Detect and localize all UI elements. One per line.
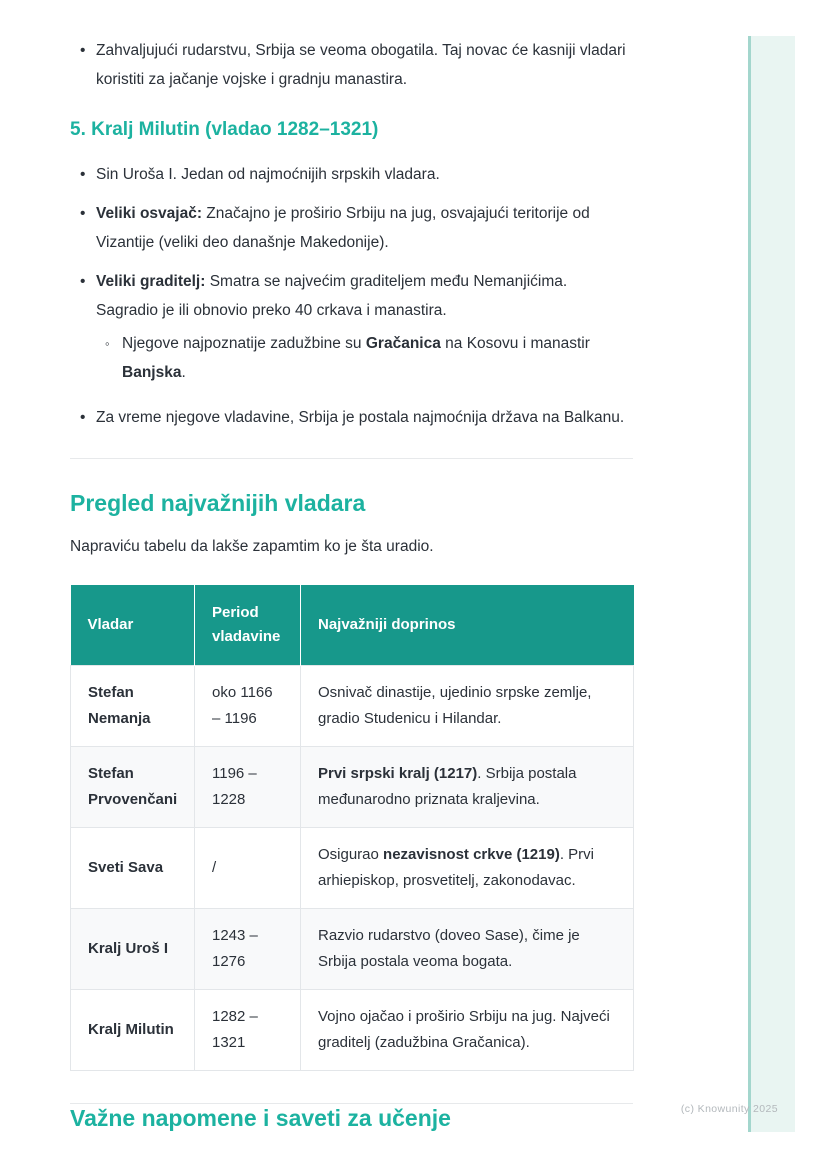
copyright-text: (c) Knowunity 2025 bbox=[680, 1103, 778, 1115]
table-row bbox=[71, 990, 634, 1071]
bullet-marker: • bbox=[80, 205, 86, 222]
bold-text: Veliki osvajač: bbox=[96, 205, 202, 222]
bullet-marker: • bbox=[80, 42, 86, 59]
bold-text: Kralj Uroš I bbox=[88, 940, 169, 957]
heading-pregled-vladara: Pregled najvažnijih vladara bbox=[70, 490, 366, 516]
bullet-item bbox=[70, 160, 633, 189]
text-run: 1282 – 1321 bbox=[212, 1008, 258, 1051]
text-run: / bbox=[212, 859, 217, 876]
cell-ruler-period bbox=[195, 747, 301, 828]
table-row bbox=[71, 747, 634, 828]
table-row bbox=[71, 909, 634, 990]
bullet-marker: • bbox=[80, 273, 86, 290]
bullet-text bbox=[96, 403, 633, 432]
text-run: Značajno je proširio Srbiju na jug, osvajajući teritorije od Vizantije (veliki deo današnje Makedonije). bbox=[96, 205, 590, 251]
milutin-bullet-list bbox=[70, 160, 633, 432]
bullet-text bbox=[96, 36, 633, 94]
cell-ruler-period bbox=[195, 666, 301, 747]
table-column-header: Najvažniji doprinos bbox=[301, 585, 634, 666]
table-column-header: Period vladavine bbox=[195, 585, 301, 666]
sub-bullet-text bbox=[122, 329, 633, 387]
side-highlight-strip bbox=[748, 36, 795, 1132]
cell-ruler-name bbox=[71, 909, 195, 990]
heading-kralj-milutin: 5. Kralj Milutin (vladao 1282–1321) bbox=[70, 119, 379, 140]
cell-ruler-contribution bbox=[301, 828, 634, 909]
text-run: Osnivač dinastije, ujedinio srpske zemlje, gradio Studenicu i Hilandar. bbox=[318, 684, 592, 727]
bullet-text bbox=[96, 267, 633, 393]
text-run: Zahvaljujući rudarstvu, Srbija se veoma obogatila. Taj novac će kasniji vladari koristiti za jačanje vojske i gradnju manastira. bbox=[96, 42, 626, 88]
rulers-table bbox=[70, 585, 634, 1071]
table-row bbox=[71, 666, 634, 747]
text-run: . Srbija postala međunarodno priznata kraljevina. bbox=[318, 765, 577, 808]
text-run: na Kosovu i manastir bbox=[440, 335, 590, 352]
table-column-header: Vladar bbox=[71, 585, 195, 666]
text-run: Razvio rudarstvo (doveo Sase), čime je Srbija postala veoma bogata. bbox=[318, 927, 580, 970]
bullet-item bbox=[70, 36, 633, 94]
text-run: . Prvi arhiepiskop, prosvetitelj, zakonodavac. bbox=[318, 846, 594, 889]
cell-ruler-contribution bbox=[301, 747, 634, 828]
table-intro-paragraph: Napraviću tabelu da lakše zapamtim ko je šta uradio. bbox=[70, 538, 434, 555]
text-run: Za vreme njegove vladavine, Srbija je postala najmoćnija država na Balkanu. bbox=[96, 409, 625, 426]
heading-vazne-napomene: Važne napomene i saveti za učenje bbox=[70, 1105, 451, 1131]
text-run: 1196 – 1228 bbox=[212, 765, 257, 808]
document-page bbox=[70, 36, 633, 1132]
bullet-marker: • bbox=[80, 166, 86, 183]
bullet-item bbox=[70, 267, 633, 393]
bold-text: Stefan Prvovenčani bbox=[88, 765, 178, 808]
text-run: . bbox=[181, 364, 186, 381]
cell-ruler-contribution bbox=[301, 990, 634, 1071]
text-run: Smatra se najvećim graditeljem među Nemanjićima. Sagradio je ili obnovio preko 40 crkava i manastira. bbox=[96, 273, 568, 319]
text-run: Osigurao bbox=[318, 846, 384, 863]
cell-ruler-contribution bbox=[301, 909, 634, 990]
table-row bbox=[71, 828, 634, 909]
text-run: oko 1166 – 1196 bbox=[212, 684, 273, 727]
text-run: Njegove najpoznatije zadužbine su bbox=[122, 335, 366, 352]
cell-ruler-name bbox=[71, 666, 195, 747]
bold-text: Stefan Nemanja bbox=[88, 684, 151, 727]
cell-ruler-period bbox=[195, 990, 301, 1071]
rulers-table-header bbox=[71, 585, 634, 666]
cell-ruler-period bbox=[195, 828, 301, 909]
bold-text: Kralj Milutin bbox=[88, 1021, 174, 1038]
bullet-text bbox=[96, 199, 633, 257]
section-divider bbox=[70, 458, 633, 459]
sub-bullet-item bbox=[96, 329, 633, 387]
cell-ruler-contribution bbox=[301, 666, 634, 747]
bold-text: Sveti Sava bbox=[88, 859, 164, 876]
bold-text: Gračanica bbox=[365, 335, 441, 352]
bullet-item bbox=[70, 403, 633, 432]
bullet-marker: • bbox=[80, 409, 86, 426]
bold-text: Prvi srpski kralj (1217) bbox=[318, 765, 478, 782]
text-run: 1243 – 1276 bbox=[212, 927, 258, 970]
intro-bullet-list bbox=[70, 36, 633, 94]
text-run: Vojno ojačao i proširio Srbiju na jug. Najveći graditelj (zadužbina Gračanica). bbox=[318, 1008, 610, 1051]
cell-ruler-period bbox=[195, 909, 301, 990]
bullet-item bbox=[70, 199, 633, 257]
sub-bullet-list bbox=[96, 329, 633, 387]
bold-text: Veliki graditelj: bbox=[96, 273, 206, 290]
cell-ruler-name bbox=[71, 990, 195, 1071]
cell-ruler-name bbox=[71, 747, 195, 828]
bold-text: nezavisnost crkve (1219) bbox=[383, 846, 560, 863]
sub-bullet-marker: ◦ bbox=[105, 336, 110, 351]
bold-text: Banjska bbox=[122, 364, 182, 381]
cell-ruler-name bbox=[71, 828, 195, 909]
bullet-text bbox=[96, 160, 633, 189]
text-run: Sin Uroša I. Jedan od najmoćnijih srpskih vladara. bbox=[96, 166, 440, 183]
